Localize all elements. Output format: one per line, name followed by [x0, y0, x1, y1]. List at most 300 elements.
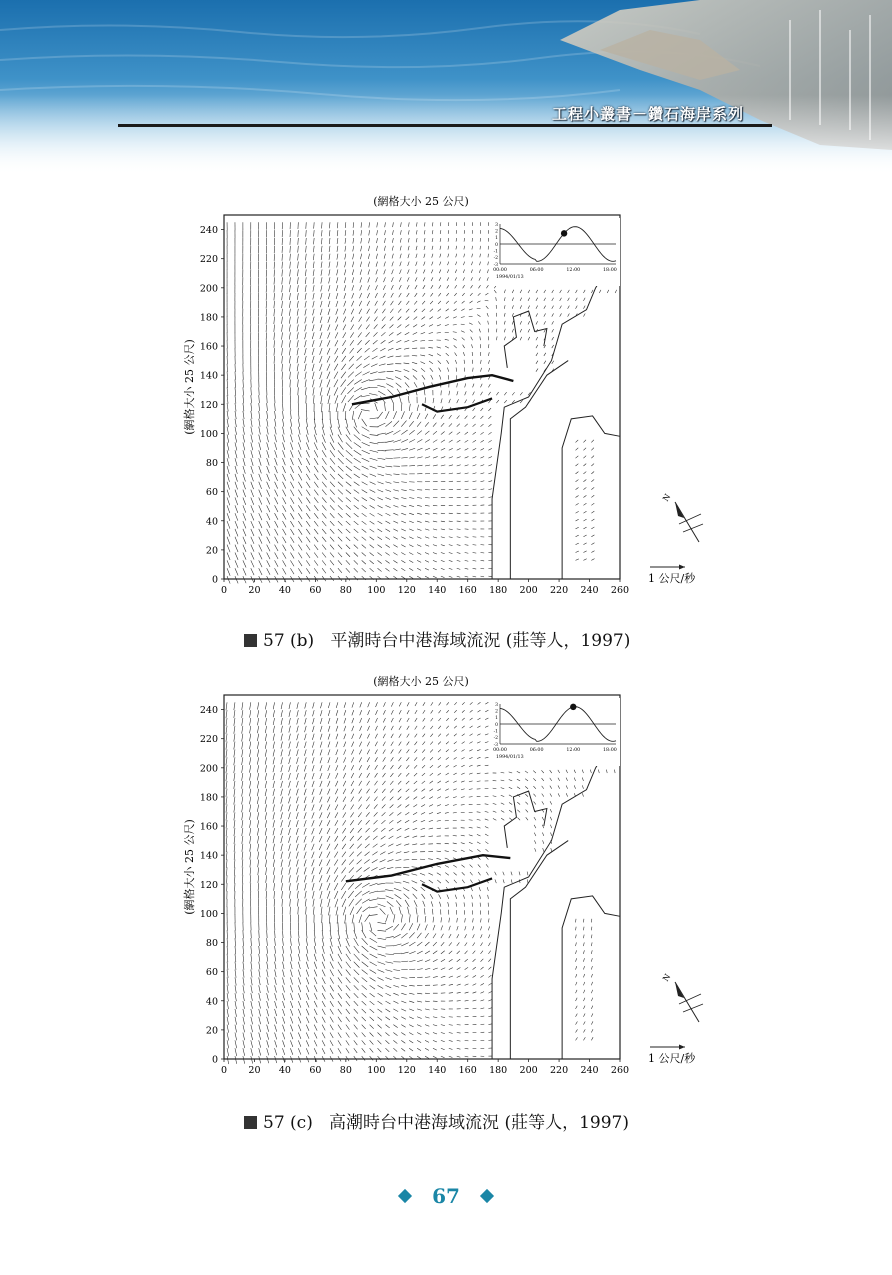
- flow-vector: [274, 356, 275, 364]
- flow-vector: [235, 513, 238, 521]
- flow-vector: [298, 521, 302, 527]
- flow-vector: [312, 749, 314, 755]
- inset-y-tick-label: 0: [495, 722, 498, 728]
- flow-vector: [536, 337, 538, 340]
- flow-vector: [488, 392, 490, 395]
- flow-vector: [314, 1001, 317, 1007]
- flow-vector: [583, 298, 585, 301]
- flow-vector: [281, 718, 282, 725]
- flow-vector: [321, 907, 322, 915]
- flow-vector: [413, 828, 417, 830]
- flow-vector: [389, 836, 394, 839]
- flow-vector: [439, 269, 441, 273]
- flow-vector: [290, 513, 294, 519]
- flow-vector: [583, 942, 584, 946]
- flow-vector: [420, 836, 425, 837]
- flow-vector: [243, 1001, 245, 1009]
- flow-vector: [346, 537, 350, 541]
- flow-vector: [275, 977, 277, 984]
- flow-vector: [298, 513, 302, 519]
- flow-vector: [372, 860, 378, 863]
- flow-vector: [456, 230, 457, 234]
- flow-vector: [385, 993, 390, 996]
- flow-vector: [298, 435, 300, 443]
- flow-vector: [509, 787, 512, 789]
- flow-vector: [282, 938, 283, 946]
- flow-vector: [275, 529, 278, 535]
- flow-vector: [297, 364, 298, 371]
- flow-vector: [306, 946, 308, 954]
- flow-vector: [314, 962, 317, 969]
- flow-vector: [234, 820, 235, 828]
- inset-y-tick-label: -2: [493, 736, 498, 742]
- flow-vector: [265, 852, 266, 859]
- flow-vector: [314, 450, 318, 457]
- flow-vector: [576, 440, 579, 443]
- flow-vector: [289, 324, 290, 331]
- flow-vector: [401, 537, 405, 539]
- flow-vector: [417, 439, 422, 442]
- flow-vector: [430, 742, 433, 745]
- flow-vector: [423, 901, 425, 907]
- flow-vector: [305, 387, 306, 395]
- flow-vector: [350, 844, 354, 849]
- flow-vector: [338, 977, 342, 983]
- flow-vector: [304, 867, 306, 874]
- flow-vector: [449, 465, 453, 466]
- flow-vector: [346, 560, 350, 564]
- flow-vector: [417, 457, 422, 458]
- flow-vector: [480, 918, 481, 922]
- flow-vector: [477, 749, 480, 750]
- flow-vector: [306, 442, 309, 449]
- flow-vector: [275, 993, 277, 1000]
- flow-vector: [437, 332, 441, 333]
- flow-vector: [313, 293, 314, 299]
- flow-vector: [251, 1056, 253, 1063]
- flow-vector: [314, 1048, 317, 1054]
- flow-vector: [343, 317, 346, 323]
- flow-vector: [227, 560, 230, 568]
- flow-vector: [368, 710, 370, 715]
- flow-vector: [391, 277, 393, 282]
- flow-vector: [433, 423, 436, 427]
- flow-vector: [417, 422, 421, 427]
- flow-vector: [273, 757, 275, 764]
- flow-vector: [471, 895, 472, 899]
- x-tick-label: 40: [278, 1065, 291, 1076]
- flow-vector: [455, 285, 457, 288]
- flow-vector: [267, 442, 269, 450]
- flow-vector: [461, 835, 465, 836]
- flow-vector: [281, 765, 283, 772]
- flow-vector: [437, 804, 441, 806]
- harbor-basin-edge: [562, 896, 620, 1059]
- x-tick-label: 240: [580, 1065, 599, 1076]
- flow-vector: [328, 710, 330, 716]
- flow-vector: [265, 718, 266, 725]
- flow-vector: [470, 702, 473, 704]
- flow-vector: [395, 867, 401, 868]
- flow-vector: [488, 262, 489, 266]
- flow-vector: [368, 254, 369, 259]
- flow-vector: [441, 448, 445, 450]
- flow-vector: [314, 230, 315, 236]
- flow-vector: [306, 993, 309, 1000]
- flow-vector: [591, 290, 593, 293]
- flow-vector: [375, 742, 377, 747]
- flow-vector: [305, 301, 306, 308]
- flow-vector: [235, 474, 237, 482]
- flow-vector: [488, 576, 492, 577]
- flow-vector: [583, 950, 584, 954]
- flow-vector: [354, 380, 361, 385]
- flow-vector: [583, 306, 585, 309]
- flow-vector: [274, 293, 275, 300]
- flow-vector: [465, 399, 467, 403]
- flow-vector: [275, 930, 276, 938]
- flow-vector: [583, 527, 586, 529]
- flow-vector: [346, 1033, 350, 1038]
- flow-vector: [282, 356, 283, 363]
- flow-vector: [330, 545, 334, 550]
- flow-vector: [404, 370, 410, 372]
- flow-vector: [457, 457, 461, 459]
- flow-vector: [409, 537, 413, 539]
- flow-vector: [242, 797, 243, 805]
- flow-vector: [227, 1025, 229, 1033]
- flow-vector: [384, 262, 386, 267]
- flow-vector: [259, 568, 262, 575]
- flow-vector: [290, 442, 293, 449]
- flow-vector: [288, 828, 290, 835]
- flow-vector: [424, 262, 425, 266]
- flow-vector: [536, 345, 538, 348]
- flow-vector: [350, 812, 353, 817]
- flow-vector: [401, 923, 405, 930]
- flow-vector: [381, 836, 386, 839]
- flow-vector: [367, 301, 370, 306]
- flow-vector: [234, 804, 235, 812]
- flow-vector: [591, 464, 594, 466]
- flow-vector: [289, 789, 291, 796]
- flow-vector: [362, 993, 367, 997]
- flow-vector: [290, 505, 294, 511]
- flow-vector: [473, 465, 477, 466]
- flow-vector: [396, 340, 401, 342]
- flow-vector: [388, 844, 393, 847]
- flow-vector: [461, 317, 465, 318]
- flow-vector: [266, 867, 267, 875]
- flow-vector: [400, 262, 402, 267]
- flow-vector: [472, 246, 473, 250]
- flow-vector: [321, 230, 322, 236]
- flow-vector: [551, 848, 552, 852]
- flow-vector: [338, 442, 343, 449]
- flow-vector: [409, 1001, 414, 1003]
- flow-vector: [226, 852, 227, 860]
- flow-vector: [257, 702, 258, 709]
- flow-vector: [298, 458, 301, 465]
- flow-vector: [330, 1048, 333, 1053]
- flow-vector: [413, 324, 417, 327]
- flow-vector: [430, 773, 433, 776]
- flow-vector: [250, 852, 251, 860]
- flow-vector: [463, 352, 464, 356]
- flow-vector: [267, 1017, 269, 1024]
- flow-vector: [282, 254, 283, 261]
- flow-vector: [334, 883, 338, 890]
- flow-vector: [354, 490, 359, 494]
- flow-vector: [591, 966, 592, 969]
- flow-vector: [322, 977, 325, 983]
- flow-vector: [313, 395, 314, 403]
- flow-vector: [338, 954, 342, 961]
- flow-vector: [413, 375, 417, 379]
- flow-vector: [429, 797, 433, 799]
- flow-vector: [383, 749, 386, 753]
- flow-vector: [341, 891, 346, 899]
- flow-vector: [312, 867, 314, 874]
- flow-vector: [355, 372, 362, 377]
- flow-vector: [282, 537, 286, 543]
- pier-outline: [504, 311, 547, 368]
- flow-vector: [366, 317, 369, 322]
- flow-vector: [366, 797, 369, 802]
- flow-vector: [449, 976, 453, 977]
- flow-vector: [583, 519, 586, 521]
- flow-vector: [425, 465, 430, 466]
- flow-vector: [234, 828, 235, 836]
- flow-vector: [259, 1025, 261, 1032]
- flow-vector: [385, 568, 389, 571]
- flow-vector: [417, 993, 422, 994]
- flow-vector: [457, 1001, 461, 1002]
- flow-vector: [349, 867, 354, 872]
- flow-vector: [525, 786, 528, 788]
- flow-vector: [259, 474, 262, 481]
- flow-vector: [235, 1033, 237, 1041]
- flow-vector: [407, 726, 409, 730]
- flow-vector: [420, 844, 425, 845]
- flow-vector: [282, 458, 285, 465]
- flow-vector: [289, 309, 290, 316]
- flow-vector: [407, 269, 409, 273]
- flow-vector: [441, 465, 445, 466]
- flow-vector: [290, 450, 293, 457]
- flow-vector: [335, 789, 338, 795]
- flow-vector: [259, 1040, 261, 1047]
- flow-vector: [576, 998, 578, 1001]
- flow-vector: [512, 297, 513, 300]
- flow-vector: [360, 702, 362, 707]
- flow-vector: [511, 879, 512, 883]
- flow-vector: [282, 482, 285, 489]
- flow-vector: [330, 505, 335, 510]
- flow-vector: [290, 568, 294, 574]
- flow-vector: [235, 482, 238, 490]
- flow-vector: [227, 450, 229, 458]
- flow-vector: [322, 529, 326, 534]
- flow-vector: [359, 789, 362, 794]
- flow-vector: [415, 293, 418, 297]
- flow-vector: [257, 734, 258, 741]
- flow-vector: [354, 497, 359, 501]
- flow-vector: [343, 309, 345, 315]
- flow-vector: [614, 770, 615, 774]
- flow-vector: [273, 726, 274, 733]
- flow-vector: [259, 490, 262, 497]
- flow-vector: [243, 946, 244, 954]
- flow-vector: [298, 246, 299, 253]
- flow-vector: [243, 411, 244, 419]
- flow-vector: [312, 860, 315, 867]
- flow-vector: [525, 779, 528, 781]
- caption-square-icon: [244, 1116, 257, 1129]
- flow-vector: [465, 416, 468, 419]
- flow-vector: [304, 812, 306, 818]
- flow-vector: [370, 993, 375, 997]
- flow-vector: [267, 490, 270, 497]
- flow-vector: [428, 859, 433, 860]
- flow-vector: [351, 317, 354, 322]
- flow-vector: [306, 238, 307, 245]
- flow-vector: [433, 1025, 437, 1026]
- flow-vector: [441, 917, 442, 922]
- flow-vector: [437, 317, 441, 319]
- flow-vector: [275, 411, 276, 419]
- flow-vector: [251, 1033, 253, 1040]
- flow-vector: [582, 785, 583, 788]
- flow-vector: [320, 317, 322, 323]
- flow-vector: [282, 301, 283, 308]
- flow-vector: [485, 842, 488, 844]
- flow-vector: [259, 1001, 261, 1008]
- flow-vector: [417, 1025, 421, 1027]
- flow-vector: [480, 392, 482, 395]
- flow-vector: [362, 419, 367, 426]
- flow-vector: [312, 875, 314, 882]
- flow-vector: [439, 902, 440, 907]
- flow-vector: [517, 802, 520, 804]
- flow-vector: [346, 490, 351, 494]
- flow-vector: [473, 992, 477, 993]
- flow-vector: [397, 332, 401, 335]
- flow-vector: [432, 909, 433, 915]
- flow-vector: [469, 323, 472, 325]
- flow-vector: [345, 230, 346, 236]
- flow-vector: [485, 826, 488, 828]
- flow-vector: [305, 269, 306, 276]
- flow-vector: [298, 1001, 301, 1008]
- flow-vector: [362, 505, 367, 508]
- flow-vector: [536, 313, 538, 316]
- flow-vector: [416, 254, 417, 258]
- flow-vector: [393, 953, 401, 954]
- flow-vector: [464, 238, 465, 242]
- flow-vector: [298, 466, 301, 473]
- flow-vector: [290, 977, 292, 984]
- flow-vector: [297, 348, 298, 355]
- flow-vector: [354, 1017, 358, 1022]
- flow-vector: [534, 825, 536, 828]
- flow-vector: [550, 801, 552, 804]
- flow-vector: [477, 842, 480, 844]
- flow-vector: [462, 718, 465, 720]
- flow-vector: [417, 521, 421, 522]
- flow-vector: [449, 918, 450, 923]
- flow-vector: [453, 812, 457, 813]
- flow-vector: [470, 718, 473, 720]
- flow-vector: [397, 812, 401, 815]
- flow-vector: [576, 290, 578, 293]
- flow-vector: [322, 497, 326, 502]
- flow-vector: [353, 254, 354, 260]
- flow-vector: [439, 702, 441, 705]
- flow-vector: [348, 395, 354, 402]
- flow-vector: [281, 789, 283, 796]
- flow-vector: [349, 860, 354, 865]
- flow-vector: [378, 970, 385, 973]
- flow-vector: [462, 710, 465, 712]
- flow-vector: [275, 458, 278, 465]
- flow-vector: [275, 1048, 277, 1055]
- flow-vector: [226, 820, 227, 828]
- flow-vector: [455, 269, 456, 272]
- flow-vector: [327, 797, 330, 803]
- flow-vector: [583, 1014, 585, 1017]
- flow-vector: [449, 926, 451, 930]
- flow-vector: [470, 301, 473, 303]
- flow-vector: [462, 734, 465, 736]
- flow-vector: [354, 482, 360, 486]
- flow-vector: [352, 293, 354, 298]
- flow-vector: [457, 942, 460, 946]
- scale-arrow-head: [679, 1045, 685, 1050]
- flow-vector: [449, 951, 452, 954]
- flow-vector: [401, 513, 406, 515]
- flow-vector: [273, 844, 275, 851]
- flow-vector: [320, 781, 322, 787]
- flow-vector: [374, 324, 378, 328]
- flow-vector: [290, 529, 294, 535]
- flow-vector: [425, 1056, 429, 1058]
- flow-vector: [401, 411, 404, 418]
- flow-vector: [242, 867, 243, 875]
- flow-vector: [396, 356, 402, 357]
- flow-vector: [338, 490, 343, 495]
- flow-vector: [393, 1025, 397, 1028]
- flow-vector: [356, 867, 361, 872]
- flow-vector: [375, 301, 378, 306]
- flow-vector: [433, 473, 438, 474]
- flow-vector: [328, 757, 330, 763]
- flow-vector: [576, 519, 579, 521]
- flow-vector: [346, 977, 351, 983]
- flow-vector: [544, 298, 546, 301]
- flow-vector: [409, 915, 410, 923]
- flow-vector: [359, 797, 362, 802]
- flow-vector: [385, 926, 392, 930]
- flow-vector: [375, 718, 377, 723]
- flow-vector: [267, 505, 270, 512]
- flow-vector: [342, 395, 346, 403]
- flow-vector: [472, 254, 473, 258]
- flow-vector: [504, 337, 505, 341]
- flow-vector: [369, 394, 377, 396]
- flow-vector: [406, 797, 410, 800]
- y-tick-label: 120: [199, 399, 218, 411]
